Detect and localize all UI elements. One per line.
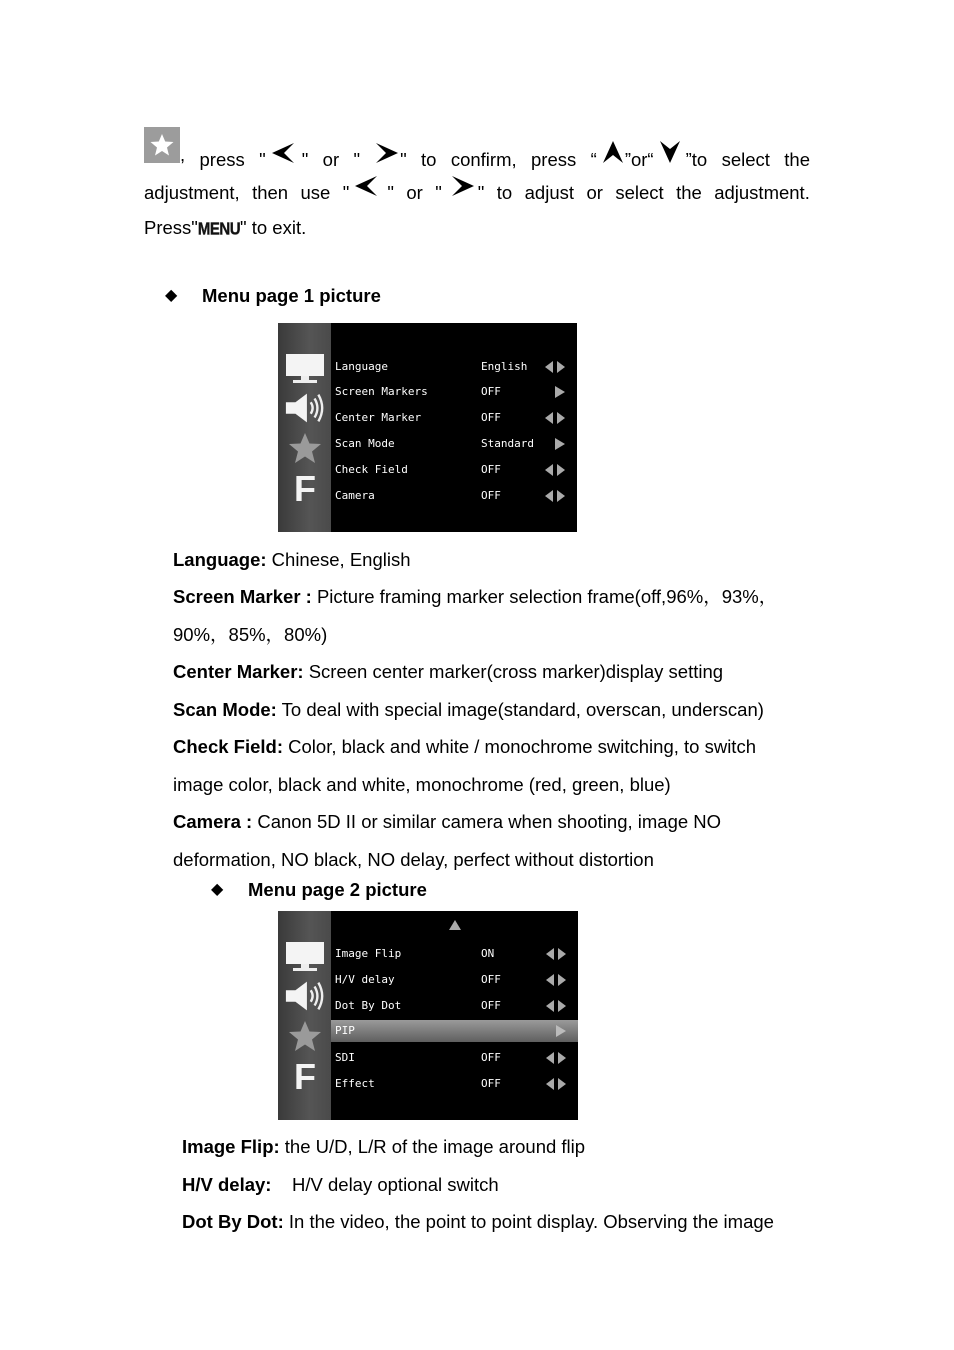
star-icon (144, 127, 180, 163)
left-right-arrows-icon (546, 947, 566, 961)
right-key-ref: " " (435, 181, 484, 205)
left-right-arrows-icon (546, 1077, 566, 1091)
left-right-arrows-icon (546, 1051, 566, 1065)
up-down-key-ref: “ ”or“ ”to (591, 148, 708, 172)
description-image-flip: Image Flip: the U/D, L/R of the image around flip (182, 1136, 586, 1157)
description-check-field: Check Field: Color, black and white / monochrome switching, to switch (173, 736, 756, 757)
osd-row-hv-delay: H/V delay OFF (335, 969, 570, 991)
up-arrow-icon (603, 141, 623, 163)
osd-row-camera: Camera OFF (335, 485, 569, 507)
left-right-arrows-icon (545, 463, 565, 477)
down-arrow-icon (660, 141, 680, 163)
left-right-arrows-icon (546, 999, 566, 1013)
left-right-arrows-icon (545, 489, 565, 503)
word: or (322, 149, 340, 170)
intro-lead (144, 129, 185, 167)
word: select (721, 149, 770, 170)
speaker-icon (284, 391, 326, 425)
description-language: Language: Chinese, English (173, 549, 411, 570)
osd-row-screen-markers: Screen Markers OFF (335, 381, 569, 403)
intro-line-2: adjustment, then use " " or " " to adjust or select the adjustment. (144, 181, 810, 205)
right-arrow-icon (545, 437, 565, 451)
right-arrow-icon (374, 143, 398, 163)
osd-row-pip: PIP (331, 1020, 578, 1042)
right-arrow-icon (546, 1024, 566, 1038)
monitor-icon (284, 351, 326, 385)
word: press (199, 149, 245, 170)
bullet-icon: ◆ (165, 287, 178, 304)
description-screen-marker-cont: 90%，85%，80%) (173, 624, 328, 645)
osd-row-center-marker: Center Marker OFF (335, 407, 569, 429)
comma-text: , (180, 144, 186, 165)
left-right-arrows-icon (545, 411, 565, 425)
intro-line-1 (144, 124, 810, 172)
star-icon (284, 431, 326, 465)
description-screen-marker: Screen Marker : Picture framing marker selection frame(off,96%，93%， (173, 586, 778, 607)
word: confirm, (450, 149, 517, 170)
left-arrow-icon (355, 176, 379, 196)
menu-key-icon: MENU (197, 219, 241, 240)
intro-line-3: Press"MENU" to exit. (144, 216, 306, 242)
description-check-field-cont: image color, black and white, monochrome (red, green, blue) (173, 774, 671, 795)
function-f-icon: F (294, 1056, 316, 1097)
menu-page-1-screenshot (278, 323, 577, 532)
word: the (784, 149, 810, 170)
left-right-arrows-icon (546, 973, 566, 987)
menu-page-2-screenshot (278, 911, 578, 1120)
function-f-icon: F (294, 468, 316, 509)
section-heading-1: Menu page 1 picture (202, 285, 381, 306)
star-icon (284, 1019, 326, 1053)
osd-row-check-field: Check Field OFF (335, 459, 569, 481)
osd-row-image-flip: Image Flip ON (335, 943, 570, 965)
speaker-icon (284, 979, 326, 1013)
description-dot-by-dot: Dot By Dot: In the video, the point to point display. Observing the image (182, 1211, 774, 1232)
osd-row-scan-mode: Scan Mode Standard (335, 433, 569, 455)
left-right-arrows-icon (545, 360, 565, 374)
description-camera-cont: deformation, NO black, NO delay, perfect without distortion (173, 849, 654, 870)
right-arrow-icon (450, 176, 474, 196)
left-key-ref: " " (343, 181, 394, 205)
section-heading-2: Menu page 2 picture (248, 879, 427, 900)
description-hv-delay: H/V delay: H/V delay optional switch (182, 1174, 499, 1195)
word: to (421, 149, 437, 170)
description-center-marker: Center Marker: Screen center marker(cross marker)display setting (173, 661, 724, 682)
right-arrow-icon (545, 385, 565, 399)
up-arrow-icon (449, 920, 461, 930)
osd-row-sdi: SDI OFF (335, 1047, 570, 1069)
description-camera: Camera : Canon 5D II or similar camera when shooting, image NO (173, 811, 722, 832)
osd-row-language: Language English (335, 356, 569, 378)
monitor-icon (284, 939, 326, 973)
word: press (531, 149, 577, 170)
osd-row-dot-by-dot: Dot By Dot OFF (335, 995, 570, 1017)
description-scan-mode: Scan Mode: To deal with special image(standard, overscan, underscan) (173, 699, 764, 720)
left-key-ref: " " (259, 148, 308, 172)
osd-row-effect: Effect OFF (335, 1073, 570, 1095)
bullet-icon: ◆ (211, 881, 224, 898)
right-key-ref: " " (354, 148, 407, 172)
left-arrow-icon (272, 143, 296, 163)
